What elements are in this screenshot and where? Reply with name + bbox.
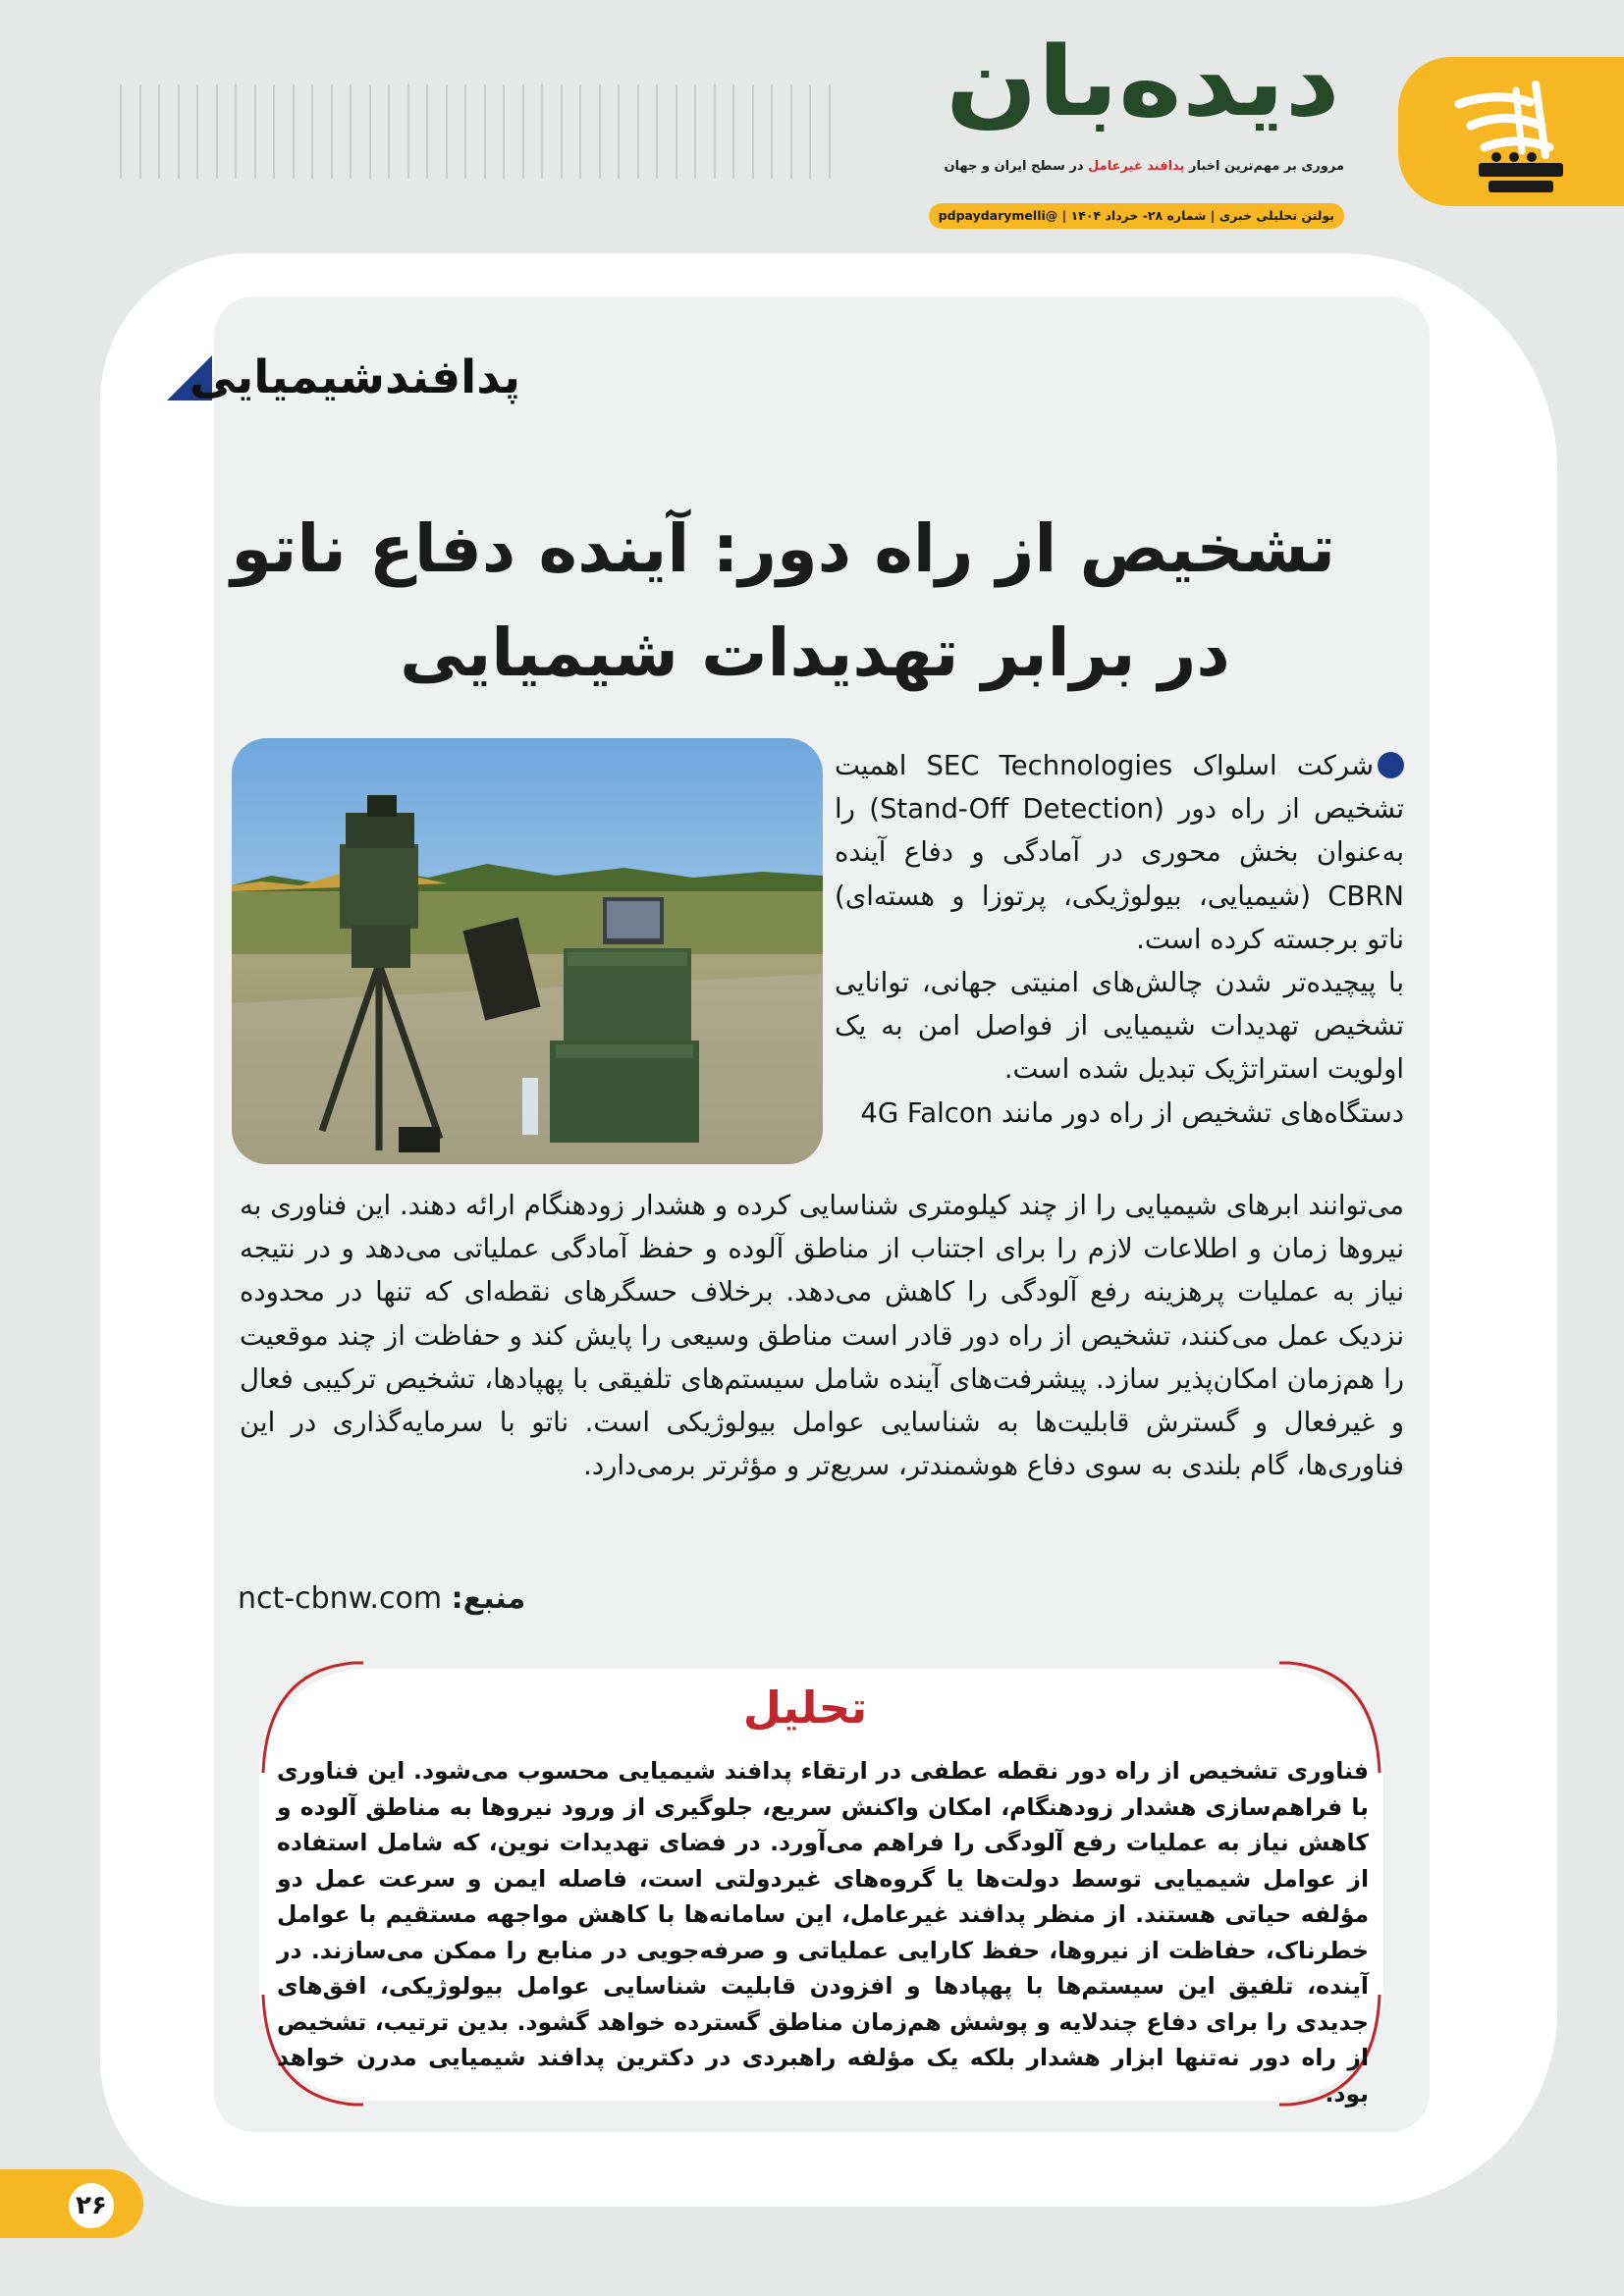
analysis-text: فناوری تشخیص از راه دور نقطه عطفی در ارتقاء پدافند شیمیایی محسوب می‌شود. این فناوری با فراهم‌سازی هشدار زودهنگام، امکان واکنش سریع، جلوگیری از ورود نیروها به مناطق آلوده و کاهش نیاز به عملیات رفع آلودگی را فراهم می‌آورد. در فضای تهدیدات نوین، که شامل استفاده از عوامل شیمیایی توسط دولت‌ها یا گروه‌های غیردولتی است، فاصله ایمن و سرعت عمل دو مؤلفه حیاتی هستند. از منظر پدافند غیرعامل، این سامانه‌ها با کاهش مواجهه مستقیم با عوامل خطرناک، حفاظت از نیروها، حفظ کارایی عملیاتی و صرفه‌جویی در منابع را ممکن می‌سازند. در آینده، تلفیق این سیستم‌ها با پهپادها و افزودن قابلیت شناسایی عوامل بیولوژیکی، افق‌های جدیدی را برای دفاع چندلایه و پوشش هم‌زمان مناطق گسترده خواهد گشود. بدین ترتیب، تشخیص از راه دور نه‌تنها ابزار هشدار بلکه یک مؤلفه راهبردی در دکترین پدافند شیمیایی مدرن خواهد بود. <box>277 1757 1369 2108</box>
masthead-title: دیده‌بان <box>946 27 1340 138</box>
headline-line-1: تشخیص از راه دور: آینده دفاع ناتو <box>231 510 1335 587</box>
headline-line-2: در برابر تهدیدات شیمیایی <box>400 614 1230 691</box>
header-line-pattern <box>120 84 854 179</box>
article-column-right <box>835 744 1404 1135</box>
article-paragraph-3-rest: می‌توانند ابرهای شیمیایی را از چند کیلومتری شناسایی کرده و هشدار زودهنگام ارائه دهند. این فناوری به نیروها زمان و اطلاعات لازم را برای اجتناب از مناطق آلوده و حفظ آمادگی عملیاتی می‌دهد و در نتیجه نیاز به عملیات پرهزینه رفع آلودگی را کاهش می‌دهد. برخلاف حسگرهای نقطه‌ای که تنها در محدوده نزدیک عمل می‌کنند، تشخیص از راه دور قادر است مناطق وسیعی را پایش کند و حفاظت از چند موقعیت را هم‌زمان امکان‌پذیر سازد. پیشرفت‌های آینده شامل سیستم‌های تلفیقی با پهپادها، تشخیص ترکیبی فعال و غیرفعال و گسترش قابلیت‌ها به شناسایی عوامل بیولوژیکی است. ناتو با سرمایه‌گذاری در این فناوری‌ها، گام بلندی به سوی دفاع هوشمندتر، سریع‌تر و مؤثرتر برمی‌دارد. <box>240 1190 1404 1482</box>
article-paragraph-2: با پیچیده‌تر شدن چالش‌های امنیتی جهانی، توانایی تشخیص تهدیدات شیمیایی از فواصل امن به یک اولویت استراتژیک تبدیل شده است. <box>835 967 1404 1086</box>
paydari-melli-logo <box>1398 57 1624 206</box>
tagline-pre: مروری بر مهم‌ترین اخبار <box>1188 159 1344 174</box>
article-source <box>238 1576 729 1622</box>
article-photo <box>232 738 823 1164</box>
analysis-title: تحلیل <box>742 1682 868 1734</box>
bullet-dot-icon <box>1378 752 1404 778</box>
masthead <box>938 24 1350 223</box>
tagline-highlight: پدافند غیرعامل <box>1088 159 1185 174</box>
tagline-post: در سطح ایران و جهان <box>944 159 1084 174</box>
detector-photo-illustration <box>232 738 823 1164</box>
article-paragraph-3-start: دستگاه‌های تشخیص از راه دور مانند 4G Falcon <box>860 1096 1404 1129</box>
bulletin-info: بولتن تحلیلی خبری | شماره ۲۸- خرداد ۱۴۰۴ | @pdpaydarymelli <box>929 203 1344 229</box>
article-column-full <box>240 1184 1404 1487</box>
article-headline <box>231 497 1335 705</box>
article-paragraph-1: شرکت اسلواک SEC Technologies اهمیت تشخیص از راه دور (Stand-Off Detection) را به‌عنوان بخش محوری در آمادگی و دفاع آینده CBRN (شیمیایی، بیولوژیکی، پرتوزا و هسته‌ای) ناتو برجسته کرده است. <box>835 750 1405 955</box>
page-number: ۲۶ <box>69 2183 114 2228</box>
source-label: منبع: <box>451 1581 526 1616</box>
masthead-tagline <box>944 159 1344 174</box>
section-label: پدافندشیمیایی <box>189 350 520 404</box>
source-link[interactable]: nct-cbnw.com <box>238 1581 443 1616</box>
paydari-logo-icon <box>1420 57 1597 206</box>
